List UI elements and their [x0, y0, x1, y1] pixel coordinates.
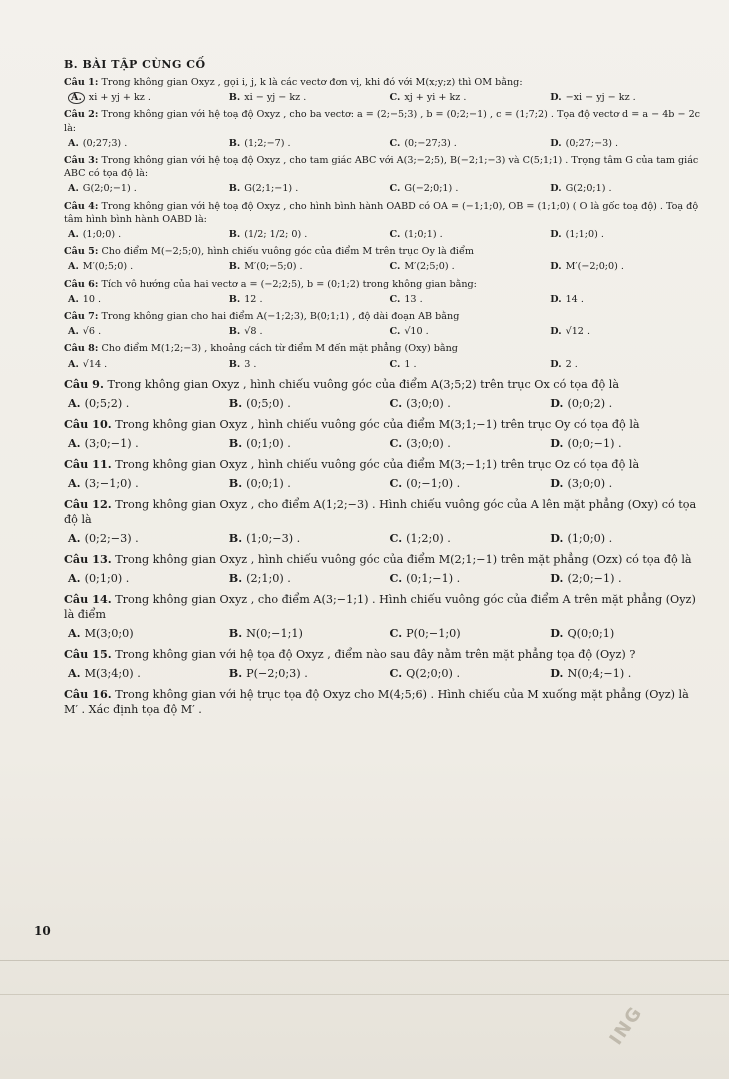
option-label: C.	[389, 665, 403, 680]
answer-option[interactable]	[229, 228, 384, 241]
question-block	[64, 245, 705, 273]
answer-option[interactable]	[229, 91, 384, 104]
option-label: C.	[389, 530, 403, 545]
answer-option[interactable]	[229, 476, 384, 491]
answer-option[interactable]	[68, 666, 223, 681]
question-number: Câu 15.	[64, 646, 112, 661]
answer-options	[64, 293, 705, 306]
option-label: A.	[68, 137, 79, 149]
option-text: (0;1;0) .	[246, 436, 291, 450]
question-text: Trong không gian với hệ tọa độ Oxyz , điểm nào sau đây nằm trên mặt phẳng tọa độ (Oyz) ?	[115, 647, 636, 661]
question-text: Trong không gian với hệ toạ độ Oxyz , cho hình bình hành OABD có OA = (−1;1;0), OB = (1;1;0) ( O là gốc toạ độ) . Toạ độ tâm hình bình hành OABD là:	[64, 200, 699, 225]
option-label: D.	[550, 293, 562, 305]
answer-option[interactable]	[68, 571, 223, 586]
option-label: D.	[550, 665, 564, 680]
option-text: 14 .	[565, 293, 584, 305]
option-label: D.	[550, 625, 564, 640]
question-block	[64, 278, 705, 306]
option-label: B.	[228, 435, 243, 450]
option-text: (3;0;0) .	[406, 396, 451, 410]
option-label: A.	[68, 475, 81, 490]
answer-option[interactable]	[550, 228, 705, 241]
question-number: Câu 8:	[64, 343, 99, 355]
option-text: (1;0;1) .	[404, 229, 443, 241]
question-block	[64, 552, 705, 586]
option-text: (3;0;−1) .	[84, 436, 139, 450]
answer-option[interactable]	[550, 358, 705, 371]
option-text: (0;5;2) .	[84, 396, 130, 410]
answer-option[interactable]	[550, 396, 705, 411]
answer-option[interactable]	[68, 358, 223, 371]
question-number: Câu 6:	[64, 278, 99, 290]
answer-option[interactable]	[390, 666, 545, 681]
option-text: M(3;4;0) .	[84, 666, 141, 680]
answer-option[interactable]	[229, 137, 384, 150]
answer-option[interactable]	[229, 358, 384, 371]
option-label: A.	[68, 435, 81, 450]
option-text: (0;−27;3) .	[404, 137, 457, 149]
question-number: Câu 10.	[64, 416, 112, 431]
question-block	[64, 377, 705, 411]
question-block	[64, 310, 705, 338]
question-block	[64, 200, 705, 242]
option-text: (0;0;2) .	[567, 396, 613, 410]
option-label: B.	[228, 530, 243, 545]
option-label: A.	[68, 229, 79, 241]
answer-option[interactable]	[68, 396, 223, 411]
answer-option[interactable]	[229, 436, 384, 451]
option-label: D.	[550, 435, 564, 450]
option-text: M′(−2;0;0) .	[565, 261, 624, 273]
answer-option[interactable]	[390, 325, 545, 338]
option-label: D.	[550, 183, 562, 195]
answer-option[interactable]	[390, 436, 545, 451]
option-label: B.	[228, 395, 243, 410]
option-label: C.	[389, 358, 401, 370]
option-text: (0;0;1) .	[246, 476, 291, 490]
question-block	[64, 687, 705, 717]
option-text: (0;5;0) .	[246, 396, 291, 410]
option-label: D.	[550, 570, 564, 585]
option-text: Q(2;0;0) .	[406, 666, 461, 680]
question-block	[64, 647, 705, 681]
answer-option[interactable]	[229, 260, 384, 273]
option-text: (0;2;−3) .	[84, 531, 139, 545]
question-text: Trong không gian Oxyz , hình chiếu vuông góc của điểm A(3;5;2) trên trục Ox có tọa độ là	[107, 377, 620, 391]
option-label: B.	[228, 475, 243, 490]
option-label: A.	[68, 183, 79, 195]
answer-option[interactable]	[390, 137, 545, 150]
answer-option[interactable]	[390, 182, 545, 195]
answer-option[interactable]	[229, 182, 384, 195]
answer-option[interactable]	[390, 358, 545, 371]
option-text: xi − yj − kz .	[244, 92, 307, 104]
answer-option[interactable]	[550, 293, 705, 306]
question-text: Trong không gian cho hai điểm A(−1;2;3), B(0;1;1) , độ dài đoạn AB bằng	[101, 311, 460, 323]
option-text: (3;0;0) .	[567, 476, 613, 490]
answer-option[interactable]	[390, 91, 545, 104]
option-text: G(2;1;−1) .	[244, 183, 299, 195]
answer-option[interactable]	[229, 666, 384, 681]
answer-options	[64, 436, 705, 451]
option-text: (3;0;0) .	[406, 436, 451, 450]
option-text: xj + yi + kz .	[404, 92, 467, 104]
option-text: P(0;−1;0)	[406, 626, 461, 640]
option-label: C.	[389, 475, 403, 490]
answer-option[interactable]	[390, 396, 545, 411]
answer-option[interactable]	[229, 325, 384, 338]
option-text: M(3;0;0)	[84, 626, 134, 640]
answer-option[interactable]	[550, 476, 705, 491]
option-text: √8 .	[244, 326, 263, 338]
question-text: Trong không gian với hệ trục tọa độ Oxyz cho M(4;5;6) . Hình chiếu của M xuống mặt phẳng (Oyz) là M′ . Xác định tọa độ M′ .	[64, 687, 689, 716]
answer-options	[64, 325, 705, 338]
option-label: D.	[550, 358, 562, 370]
option-text: 12 .	[244, 293, 263, 305]
option-label: C.	[389, 435, 403, 450]
option-text: √6 .	[82, 326, 102, 338]
option-text: G(2;0;−1) .	[82, 183, 137, 195]
answer-options	[64, 91, 705, 104]
answer-option[interactable]	[550, 260, 705, 273]
option-label: B.	[228, 137, 241, 149]
question-number: Câu 12.	[64, 496, 112, 511]
option-label: A.	[68, 395, 81, 410]
answer-option[interactable]	[229, 531, 384, 546]
answer-option[interactable]	[68, 436, 223, 451]
answer-option[interactable]	[550, 626, 705, 641]
answer-options	[64, 626, 705, 641]
option-text: (1/2; 1/2; 0) .	[244, 229, 308, 241]
answer-option[interactable]	[550, 182, 705, 195]
option-label: D.	[550, 530, 564, 545]
answer-option[interactable]	[390, 571, 545, 586]
option-label: A.	[68, 665, 81, 680]
option-text: √12 .	[565, 326, 590, 338]
question-number: Câu 1:	[64, 77, 99, 88]
answer-option[interactable]	[68, 137, 223, 150]
option-label: A.	[68, 326, 79, 338]
option-text: (1;2;0) .	[406, 531, 451, 545]
option-text: (0;0;−1) .	[567, 436, 622, 450]
question-text: Trong không gian Oxyz , hình chiếu vuông góc của điểm M(2;1;−1) trên mặt phẳng (Ozx) có tọa độ là	[115, 552, 692, 566]
answer-option[interactable]	[68, 91, 223, 104]
answer-option[interactable]	[550, 436, 705, 451]
option-label: C.	[389, 183, 401, 195]
question-number: Câu 13.	[64, 551, 112, 566]
option-label: C.	[389, 92, 401, 104]
option-label: C.	[389, 570, 403, 585]
question-block	[64, 154, 705, 196]
page-number: 10	[34, 924, 51, 938]
option-text: (2;0;−1) .	[567, 571, 622, 585]
option-label: B.	[228, 625, 243, 640]
option-text: 3 .	[244, 358, 257, 370]
question-block	[64, 417, 705, 451]
answer-option[interactable]	[390, 228, 545, 241]
answer-option[interactable]	[550, 325, 705, 338]
option-text: √14 .	[82, 358, 108, 370]
question-text: Tích vô hướng của hai vectơ a = (−2;2;5), b = (0;1;2) trong không gian bằng:	[101, 278, 477, 290]
option-text: (0;1;−1) .	[406, 571, 461, 585]
option-text: −xi − yj − kz .	[565, 92, 636, 104]
option-text: 1 .	[404, 358, 417, 370]
option-text: (1;0;0) .	[567, 531, 613, 545]
option-label: D.	[550, 326, 562, 338]
answer-options	[64, 228, 705, 241]
option-label: D.	[550, 229, 562, 241]
option-label: A.	[68, 570, 81, 585]
answer-option[interactable]	[229, 396, 384, 411]
option-text: M′(0;−5;0) .	[244, 261, 303, 273]
answer-options	[64, 358, 705, 371]
question-text: Trong không gian Oxyz , hình chiếu vuông góc của điểm M(3;1;−1) trên trục Oy có tọa độ là	[115, 417, 640, 431]
question-text: Cho điểm M(1;2;−3) , khoảng cách từ điểm M đến mặt phẳng (Oxy) bằng	[101, 343, 458, 355]
footer-divider	[0, 994, 729, 995]
option-label: C.	[389, 229, 401, 241]
answer-options	[64, 396, 705, 411]
option-text: (0;27;3) .	[82, 137, 128, 149]
answer-options	[64, 260, 705, 273]
question-text: Trong không gian với hệ toạ độ Oxyz , cho tam giác ABC với A(3;−2;5), B(−2;1;−3) và C(5;1;1) . Trọng tâm G của tam giác ABC có tọa độ là:	[64, 155, 699, 180]
option-text: 2 .	[565, 358, 578, 370]
answer-options	[64, 666, 705, 681]
option-label: C.	[389, 625, 403, 640]
question-block	[64, 342, 705, 370]
option-text: xi + yj + kz .	[88, 92, 151, 104]
option-label: D.	[550, 137, 562, 149]
question-text: Trong không gian Oxyz , cho điểm A(1;2;−3) . Hình chiếu vuông góc của A lên mặt phẳng (Oxy) có tọa độ là	[64, 497, 697, 526]
answer-option[interactable]	[390, 626, 545, 641]
question-number: Câu 4:	[64, 200, 99, 212]
question-number: Câu 11.	[64, 456, 112, 471]
section-title: B. BÀI TẬP CÙNG CỐ	[64, 58, 206, 71]
option-text: (0;−1;0) .	[406, 476, 461, 490]
option-text: (0;1;0) .	[84, 571, 130, 585]
answer-option[interactable]	[390, 476, 545, 491]
option-text: M′(2;5;0) .	[404, 261, 455, 273]
question-number: Câu 14.	[64, 591, 112, 606]
answer-option[interactable]	[68, 531, 223, 546]
option-text: (0;27;−3) .	[565, 137, 619, 149]
answer-option[interactable]	[68, 325, 223, 338]
question-block	[64, 76, 705, 104]
question-text: Cho điểm M(−2;5;0), hình chiếu vuông góc của điểm M trên trục Oy là điểm	[101, 246, 474, 258]
option-label: A.	[68, 530, 81, 545]
option-label: A.	[68, 358, 79, 370]
question-number: Câu 9.	[64, 376, 104, 391]
answer-option[interactable]	[68, 476, 223, 491]
answer-options	[64, 476, 705, 491]
option-text: N(0;4;−1) .	[567, 666, 632, 680]
option-text: P(−2;0;3) .	[246, 666, 308, 680]
option-text: (3;−1;0) .	[84, 476, 139, 490]
question-block	[64, 592, 705, 641]
answer-option[interactable]	[390, 293, 545, 306]
option-text: √10 .	[404, 326, 429, 338]
option-label: B.	[228, 293, 241, 305]
answer-option[interactable]	[550, 666, 705, 681]
answer-options	[64, 531, 705, 546]
answer-option[interactable]	[229, 293, 384, 306]
option-label: A.	[68, 92, 85, 104]
answer-options	[64, 137, 705, 150]
option-text: G(−2;0;1) .	[404, 183, 459, 195]
option-label: D.	[550, 92, 562, 104]
option-label: C.	[389, 261, 401, 273]
answer-options	[64, 182, 705, 195]
option-label: B.	[228, 358, 241, 370]
option-label: C.	[389, 293, 401, 305]
answer-option[interactable]	[550, 137, 705, 150]
option-label: B.	[228, 183, 241, 195]
question-list	[64, 76, 705, 717]
answer-option[interactable]	[229, 571, 384, 586]
option-text: N(0;−1;1)	[246, 626, 303, 640]
option-label: B.	[228, 229, 241, 241]
option-label: C.	[389, 137, 401, 149]
answer-option[interactable]	[390, 260, 545, 273]
option-text: (1;1;0) .	[565, 229, 604, 241]
option-text: (1;0;−3) .	[246, 531, 301, 545]
option-label: A.	[68, 261, 79, 273]
option-text: (1;2;−7) .	[244, 137, 291, 149]
question-number: Câu 16.	[64, 686, 112, 701]
option-label: B.	[228, 326, 241, 338]
question-block	[64, 108, 705, 150]
option-label: A.	[68, 625, 81, 640]
question-text: Trong không gian Oxyz , cho điểm A(3;−1;1) . Hình chiếu vuông góc của điểm A trên mặt phẳng (Oyz) là điểm	[64, 592, 696, 621]
option-label: A.	[68, 293, 79, 305]
option-text: Q(0;0;1)	[567, 626, 615, 640]
answer-option[interactable]	[68, 626, 223, 641]
answer-option[interactable]	[550, 91, 705, 104]
answer-option[interactable]	[68, 293, 223, 306]
answer-option[interactable]	[390, 531, 545, 546]
answer-option[interactable]	[229, 626, 384, 641]
option-text: (1;0;0) .	[82, 229, 122, 241]
answer-option[interactable]	[68, 182, 223, 195]
answer-option[interactable]	[68, 228, 223, 241]
answer-option[interactable]	[550, 571, 705, 586]
question-text: Trong không gian Oxyz , hình chiếu vuông góc của điểm M(3;−1;1) trên trục Oz có tọa độ là	[115, 457, 640, 471]
option-label: B.	[228, 261, 241, 273]
option-text: 13 .	[404, 293, 423, 305]
option-label: D.	[550, 261, 562, 273]
question-text: Trong không gian với hệ toạ độ Oxyz , cho ba vectơ: a = (2;−5;3) , b = (0;2;−1) , c = (1;7;2) . Tọa độ vectơ d = a − 4b − 2c là:	[64, 109, 701, 134]
option-label: C.	[389, 326, 401, 338]
footer-divider	[0, 960, 729, 961]
option-label: D.	[550, 395, 564, 410]
question-text: Trong không gian Oxyz , gọi i, j, k là các vectơ đơn vị, khi đó với M(x;y;z) thì OM bằng:	[101, 77, 523, 88]
option-text: M′(0;5;0) .	[82, 261, 134, 273]
option-label: B.	[228, 665, 243, 680]
question-block	[64, 497, 705, 546]
question-number: Câu 3:	[64, 155, 99, 167]
option-text: 10 .	[82, 293, 102, 305]
option-text: (2;1;0) .	[246, 571, 291, 585]
answer-option[interactable]	[550, 531, 705, 546]
question-block	[64, 457, 705, 491]
watermark: ING	[605, 1002, 648, 1049]
answer-option[interactable]	[68, 260, 223, 273]
option-label: D.	[550, 475, 564, 490]
option-text: G(2;0;1) .	[565, 183, 612, 195]
question-number: Câu 2:	[64, 109, 99, 121]
option-label: B.	[228, 570, 243, 585]
answer-options	[64, 571, 705, 586]
option-label: B.	[228, 92, 241, 104]
option-label: C.	[389, 395, 403, 410]
question-number: Câu 5:	[64, 246, 99, 258]
question-number: Câu 7:	[64, 311, 99, 323]
